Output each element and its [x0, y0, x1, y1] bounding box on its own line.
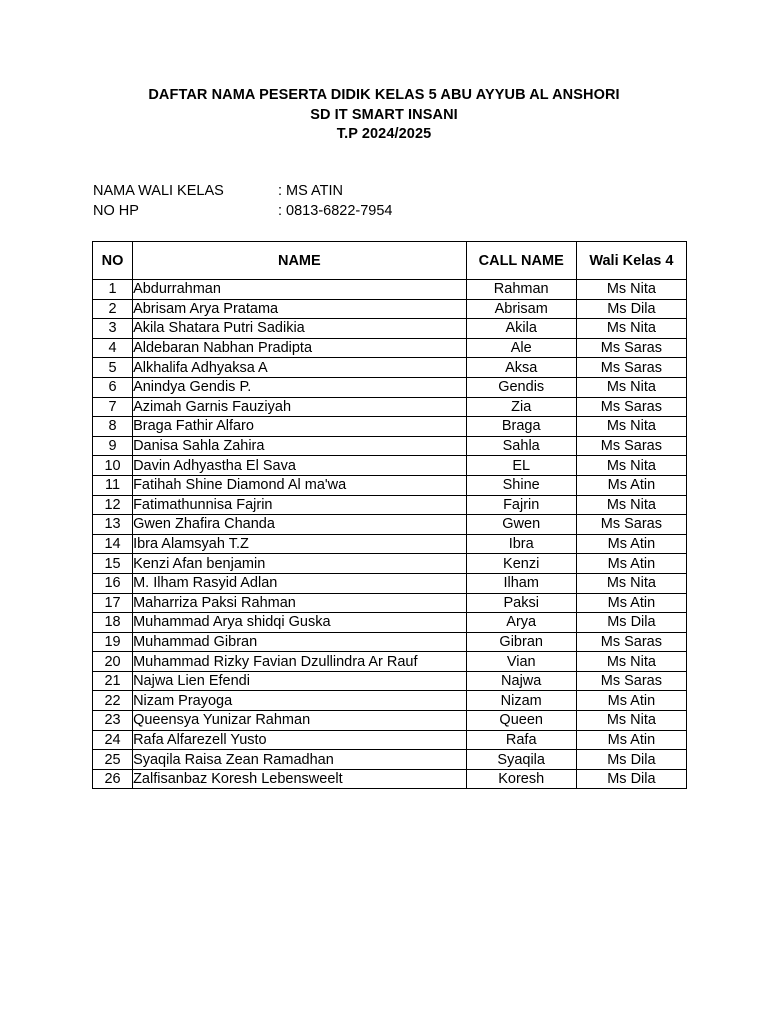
cell-wali-kelas: Ms Nita: [576, 319, 686, 339]
table-row: [93, 613, 687, 633]
cell-wali-kelas: Ms Nita: [576, 652, 686, 672]
cell-wali-kelas: Ms Saras: [576, 436, 686, 456]
cell-name: Fatihah Shine Diamond Al ma'wa: [133, 475, 467, 495]
cell-call-name: Ilham: [466, 573, 576, 593]
cell-wali-kelas: Ms Saras: [576, 397, 686, 417]
cell-name: Syaqila Raisa Zean Ramadhan: [133, 750, 467, 770]
cell-call-name: Koresh: [466, 769, 576, 789]
cell-call-name: Akila: [466, 319, 576, 339]
cell-no: 24: [93, 730, 133, 750]
cell-no: 12: [93, 495, 133, 515]
cell-name: Muhammad Gibran: [133, 632, 467, 652]
cell-no: 4: [93, 338, 133, 358]
table-row: [93, 769, 687, 789]
cell-no: 20: [93, 652, 133, 672]
table-row: [93, 711, 687, 731]
table-row: [93, 495, 687, 515]
cell-wali-kelas: Ms Nita: [576, 495, 686, 515]
cell-call-name: Shine: [466, 475, 576, 495]
cell-no: 9: [93, 436, 133, 456]
cell-call-name: Nizam: [466, 691, 576, 711]
cell-no: 26: [93, 769, 133, 789]
cell-call-name: Abrisam: [466, 299, 576, 319]
header-wali-kelas: Wali Kelas 4: [576, 242, 686, 280]
table-row: [93, 730, 687, 750]
cell-name: Maharriza Paksi Rahman: [133, 593, 467, 613]
header-name: NAME: [133, 242, 467, 280]
cell-wali-kelas: Ms Saras: [576, 358, 686, 378]
cell-wali-kelas: Ms Saras: [576, 671, 686, 691]
table-row: [93, 554, 687, 574]
cell-wali-kelas: Ms Saras: [576, 515, 686, 535]
cell-call-name: Aksa: [466, 358, 576, 378]
cell-name: Danisa Sahla Zahira: [133, 436, 467, 456]
header-call-name: CALL NAME: [466, 242, 576, 280]
table-row: [93, 299, 687, 319]
table-row: [93, 671, 687, 691]
info-label: NO HP: [93, 202, 139, 219]
info-label: NAMA WALI KELAS: [93, 183, 224, 199]
cell-call-name: Rahman: [466, 280, 576, 300]
cell-name: Alkhalifa Adhyaksa A: [133, 358, 467, 378]
cell-no: 3: [93, 319, 133, 339]
table-row: [93, 377, 687, 397]
cell-wali-kelas: Ms Atin: [576, 593, 686, 613]
table-header-row: [93, 242, 687, 280]
cell-no: 17: [93, 593, 133, 613]
cell-name: Aldebaran Nabhan Pradipta: [133, 338, 467, 358]
cell-no: 15: [93, 554, 133, 574]
cell-wali-kelas: Ms Atin: [576, 534, 686, 554]
table-row: [93, 750, 687, 770]
homeroom-info: [93, 182, 393, 221]
cell-name: Abrisam Arya Pratama: [133, 299, 467, 319]
cell-call-name: Ale: [466, 338, 576, 358]
table-body: [93, 280, 687, 789]
cell-no: 5: [93, 358, 133, 378]
cell-no: 14: [93, 534, 133, 554]
table-row: [93, 573, 687, 593]
cell-call-name: Syaqila: [466, 750, 576, 770]
cell-no: 10: [93, 456, 133, 476]
cell-no: 25: [93, 750, 133, 770]
cell-name: Zalfisanbaz Koresh Lebensweelt: [133, 769, 467, 789]
cell-call-name: Vian: [466, 652, 576, 672]
table-row: [93, 691, 687, 711]
cell-name: Fatimathunnisa Fajrin: [133, 495, 467, 515]
cell-name: Kenzi Afan benjamin: [133, 554, 467, 574]
cell-no: 8: [93, 417, 133, 437]
cell-wali-kelas: Ms Atin: [576, 730, 686, 750]
cell-wali-kelas: Ms Atin: [576, 475, 686, 495]
cell-call-name: Fajrin: [466, 495, 576, 515]
table-row: [93, 319, 687, 339]
cell-wali-kelas: Ms Nita: [576, 377, 686, 397]
cell-call-name: Kenzi: [466, 554, 576, 574]
cell-name: Azimah Garnis Fauziyah: [133, 397, 467, 417]
info-value: : 0813-6822-7954: [278, 202, 393, 219]
cell-name: Akila Shatara Putri Sadikia: [133, 319, 467, 339]
cell-name: Nizam Prayoga: [133, 691, 467, 711]
cell-wali-kelas: Ms Dila: [576, 750, 686, 770]
title-line-year: T.P 2024/2025: [336, 126, 432, 142]
cell-wali-kelas: Ms Nita: [576, 417, 686, 437]
cell-call-name: Braga: [466, 417, 576, 437]
table-row: [93, 436, 687, 456]
cell-no: 23: [93, 711, 133, 731]
cell-no: 2: [93, 299, 133, 319]
cell-wali-kelas: Ms Saras: [576, 338, 686, 358]
cell-wali-kelas: Ms Dila: [576, 299, 686, 319]
cell-call-name: Arya: [466, 613, 576, 633]
cell-call-name: Najwa: [466, 671, 576, 691]
cell-no: 22: [93, 691, 133, 711]
table-row: [93, 280, 687, 300]
cell-wali-kelas: Ms Atin: [576, 554, 686, 574]
table-row: [93, 338, 687, 358]
cell-call-name: Gwen: [466, 515, 576, 535]
cell-no: 19: [93, 632, 133, 652]
cell-name: Najwa Lien Efendi: [133, 671, 467, 691]
cell-no: 16: [93, 573, 133, 593]
title-line-class: DAFTAR NAMA PESERTA DIDIK KELAS 5 ABU AYYUB AL ANSHORI: [148, 87, 620, 103]
cell-name: Ibra Alamsyah T.Z: [133, 534, 467, 554]
cell-name: Muhammad Rizky Favian Dzullindra Ar Rauf: [133, 652, 467, 672]
document-title: [0, 86, 768, 145]
info-row-teacher: [93, 182, 393, 202]
cell-no: 6: [93, 377, 133, 397]
cell-name: Gwen Zhafira Chanda: [133, 515, 467, 535]
cell-name: M. Ilham Rasyid Adlan: [133, 573, 467, 593]
cell-call-name: Sahla: [466, 436, 576, 456]
cell-call-name: Gendis: [466, 377, 576, 397]
cell-call-name: EL: [466, 456, 576, 476]
cell-wali-kelas: Ms Nita: [576, 456, 686, 476]
cell-wali-kelas: Ms Nita: [576, 280, 686, 300]
header-no: NO: [93, 242, 133, 280]
cell-wali-kelas: Ms Saras: [576, 632, 686, 652]
cell-call-name: Queen: [466, 711, 576, 731]
cell-wali-kelas: Ms Nita: [576, 573, 686, 593]
table-row: [93, 397, 687, 417]
cell-name: Braga Fathir Alfaro: [133, 417, 467, 437]
info-value: : MS ATIN: [278, 183, 343, 199]
table-row: [93, 417, 687, 437]
cell-no: 11: [93, 475, 133, 495]
cell-name: Anindya Gendis P.: [133, 377, 467, 397]
table-row: [93, 358, 687, 378]
table-row: [93, 475, 687, 495]
cell-wali-kelas: Ms Nita: [576, 711, 686, 731]
table-row: [93, 593, 687, 613]
cell-no: 18: [93, 613, 133, 633]
cell-call-name: Gibran: [466, 632, 576, 652]
table-row: [93, 652, 687, 672]
table-row: [93, 534, 687, 554]
cell-call-name: Paksi: [466, 593, 576, 613]
student-table: [92, 241, 687, 789]
cell-wali-kelas: Ms Dila: [576, 613, 686, 633]
table-row: [93, 515, 687, 535]
cell-wali-kelas: Ms Dila: [576, 769, 686, 789]
cell-no: 1: [93, 280, 133, 300]
table-row: [93, 456, 687, 476]
title-line-school: SD IT SMART INSANI: [310, 106, 458, 123]
cell-wali-kelas: Ms Atin: [576, 691, 686, 711]
cell-name: Rafa Alfarezell Yusto: [133, 730, 467, 750]
cell-no: 21: [93, 671, 133, 691]
cell-no: 7: [93, 397, 133, 417]
cell-no: 13: [93, 515, 133, 535]
cell-call-name: Zia: [466, 397, 576, 417]
cell-name: Abdurrahman: [133, 280, 467, 300]
cell-name: Muhammad Arya shidqi Guska: [133, 613, 467, 633]
table-row: [93, 632, 687, 652]
cell-call-name: Rafa: [466, 730, 576, 750]
cell-name: Davin Adhyastha El Sava: [133, 456, 467, 476]
info-row-phone: [93, 202, 393, 222]
cell-call-name: Ibra: [466, 534, 576, 554]
cell-name: Queensya Yunizar Rahman: [133, 711, 467, 731]
